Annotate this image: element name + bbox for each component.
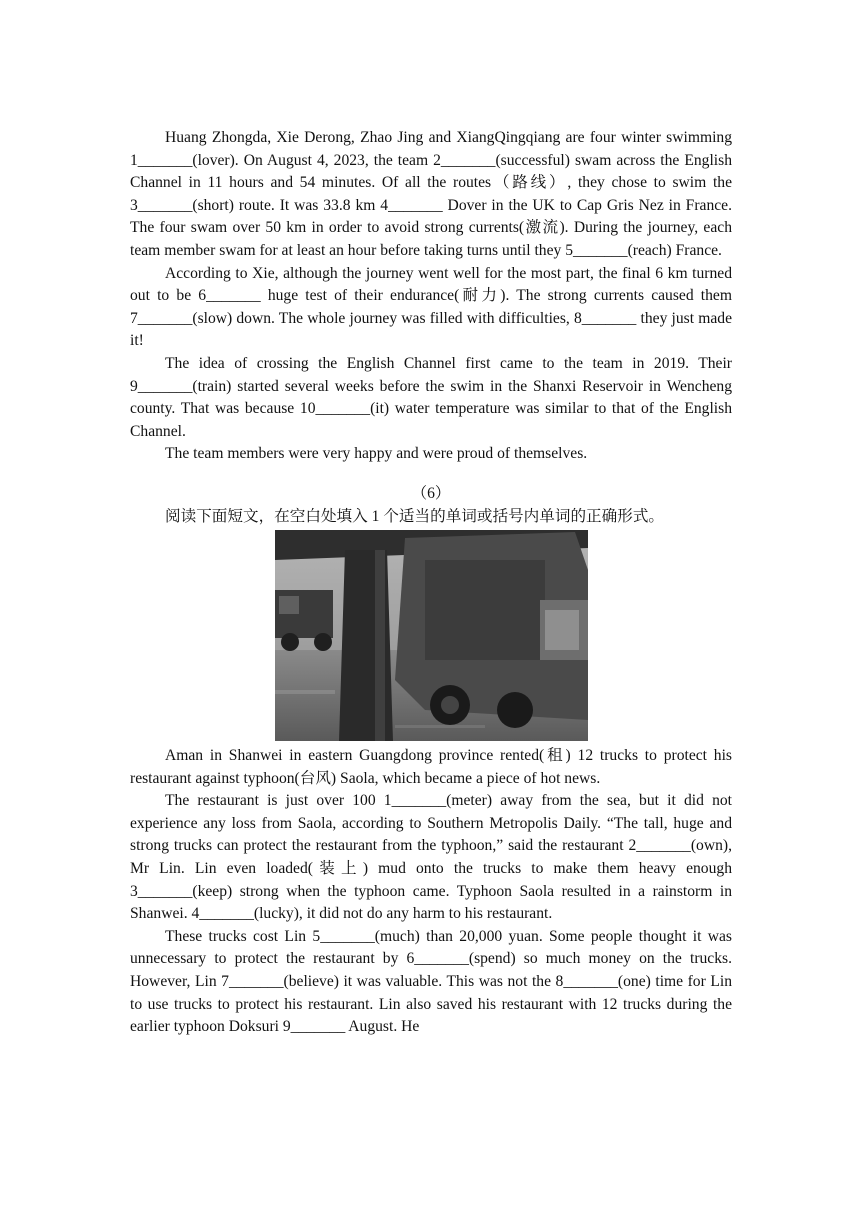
passage5-paragraph-2: According to Xie, although the journey went well for the most part, the final 6 km turned out to be 6_______ huge test of their endurance(耐力). The strong currents caused them 7_______(slow) down. The whole journey was filled with difficulties, 8_______ they just made it! — [130, 264, 732, 350]
photo-container — [130, 530, 732, 741]
passage6-paragraph-2: The restaurant is just over 100 1_______(meter) away from the sea, but it did not experience any loss from Saola, according to Southern Metropolis Daily. “The tall, huge and strong trucks can protect the restaurant from the typhoon,” said the restaurant 2_______(own), Mr Lin. Lin even loaded(装上) mud onto the trucks to make them heavy enough 3_______(keep) strong when the typhoon came. Typhoon Saola resulted in a rainstorm in Shanwei. 4_______(lucky), it did not do any harm to his restaurant. — [130, 792, 732, 923]
passage6-paragraph-3: These trucks cost Lin 5_______(much) than 20,000 yuan. Some people thought it was unnecessary to protect the restaurant by 6_______(spend) so much money on the trucks. However, Lin 7_______(believe) it was valuable. This was not the 8_______(one) time for Lin to use trucks to protect his restaurant. Lin also saved his restaurant with 12 trucks during the earlier typhoon Doksuri 9_______ August. He — [130, 927, 732, 1036]
section-number: （6） — [411, 484, 451, 502]
passage5-paragraph-1: Huang Zhongda, Xie Derong, Zhao Jing and XiangQingqiang are four winter swimming 1_______(lover). On August 4, 2023, the team 2_______(successful) swam across the English Channel in 11 hours and 54 minutes. Of all the routes（路线）, they chose to swim the 3_______(short) route. It was 33.8 km 4_______ Dover in the UK to Cap Gris Nez in France. The four swam over 50 km in order to avoid strong currents(激流). During the journey, each team member swam for at least an hour before taking turns until they 5_______(reach) France. — [130, 129, 732, 259]
trucks-photo — [275, 530, 588, 741]
passage6-paragraph-1: Aman in Shanwei in eastern Guangdong province rented(租) 12 trucks to protect his restaurant against typhoon(台风) Saola, which became a piece of hot news. — [130, 747, 732, 787]
exercise-instruction: 阅读下面短文，在空白处填入 1 个适当的单词或括号内单词的正确形式。 — [165, 507, 665, 525]
document-page — [130, 127, 732, 1039]
passage5-paragraph-3: The idea of crossing the English Channel first came to the team in 2019. Their 9_______(train) started several weeks before the swim in the Shanxi Reservoir in Wencheng county. That was because 10_______(it) water temperature was similar to that of the English Channel. — [130, 354, 732, 440]
passage5-paragraph-4: The team members were very happy and were proud of themselves. — [165, 445, 588, 463]
